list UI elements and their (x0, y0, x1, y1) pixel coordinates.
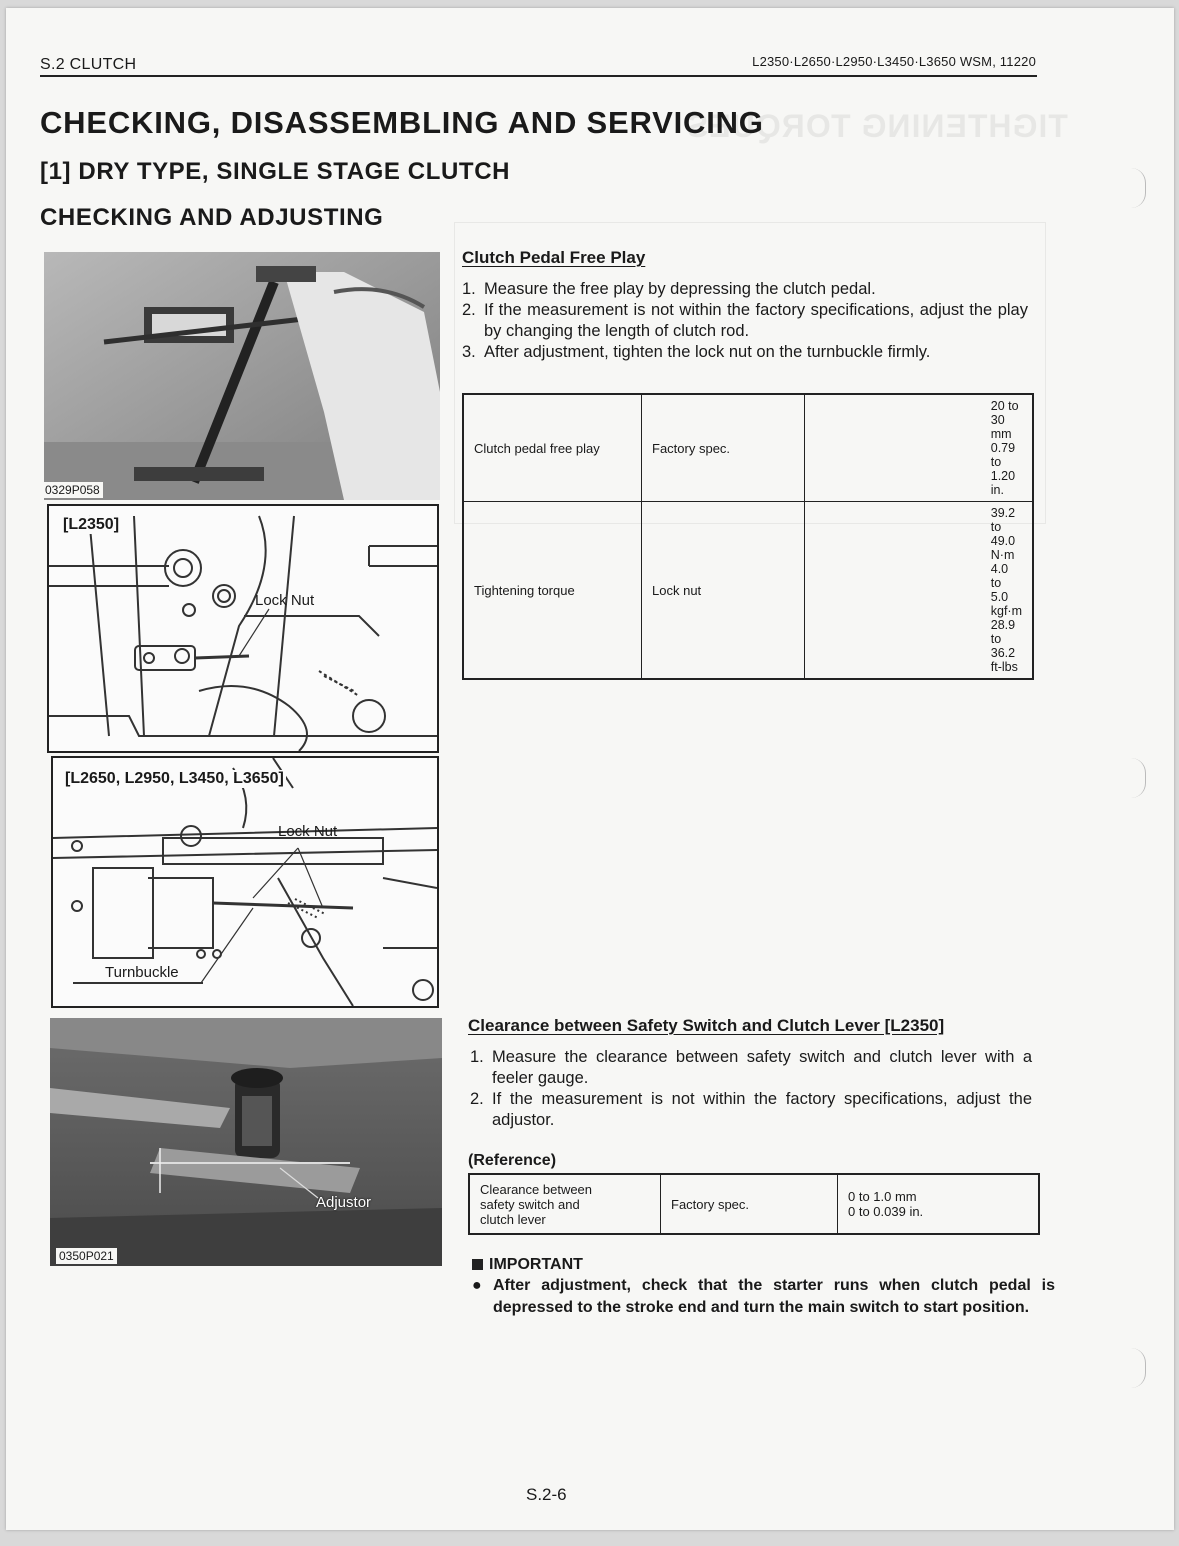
diagram2-callout-turnbuckle: Turnbuckle (105, 964, 179, 981)
spec-value: 20 to 30 mm 0.79 to 1.20 in. (804, 394, 1033, 502)
free-play-step: 3. After adjustment, tighten the lock nut on the turnbuckle firmly. (462, 343, 931, 361)
header-section: S.2 CLUTCH (40, 56, 137, 73)
diagram2-callout-lock-nut: Lock Nut (278, 823, 338, 840)
page-edge-mark (1131, 168, 1146, 208)
free-play-title: Clutch Pedal Free Play (462, 248, 646, 267)
reference-label: (Reference) (468, 1152, 557, 1169)
spec-kind: Factory spec. (642, 394, 805, 502)
photo-safety-switch-drawing (50, 1018, 442, 1266)
page-edge-mark (1131, 1348, 1146, 1388)
photo-safety-switch (50, 1018, 442, 1266)
manual-page (6, 8, 1174, 1530)
clearance-steps (470, 1047, 1032, 1131)
photo2-callout-adjustor: Adjustor (316, 1194, 372, 1211)
page-number: S.2-6 (526, 1485, 567, 1504)
spec-value: 0 to 1.0 mm 0 to 0.039 in. (838, 1174, 1040, 1234)
important-heading: IMPORTANT (472, 1256, 583, 1274)
bleed-through-text: TIGHTENING TORQUES (686, 108, 1068, 144)
spec-value: 39.2 to 49.0 N·m 4.0 to 5.0 kgf·m 28.9 to 36.2 ft-lbs (804, 502, 1033, 680)
diagram-l2650-l3650 (51, 756, 439, 1008)
spec-item: Tightening torque (463, 502, 642, 680)
photo-clutch-pedal-drawing (44, 252, 440, 500)
spec-row (469, 1174, 1039, 1234)
spec-row (463, 394, 1033, 502)
free-play-spec-table (462, 393, 1034, 680)
photo2-code: 0350P021 (56, 1248, 117, 1264)
clearance-spec-table (468, 1173, 1040, 1235)
main-title: CHECKING, DISASSEMBLING AND SERVICING (40, 105, 764, 140)
spec-item: Clutch pedal free play (463, 394, 642, 502)
diagram-l2350 (47, 504, 439, 753)
section-title: CHECKING AND ADJUSTING (40, 204, 384, 231)
clearance-title: Clearance between Safety Switch and Clutch Lever [L2350] (468, 1016, 945, 1035)
spec-kind: Factory spec. (661, 1174, 838, 1234)
photo-clutch-pedal (44, 252, 440, 500)
clearance-step: 1. Measure the clearance between safety switch and clutch lever with a feeler gauge. (470, 1048, 1032, 1087)
photo1-code: 0329P058 (42, 482, 103, 498)
spec-row (463, 502, 1033, 680)
bullet-dot-icon: ● (472, 1277, 482, 1294)
spec-item: Clearance between safety switch and clutch lever (469, 1174, 661, 1234)
header-rule (40, 75, 1037, 77)
free-play-step: 2. If the measurement is not within the factory specifications, adjust the play by changing the length of clutch rod. (462, 301, 1028, 340)
sub-title: [1] DRY TYPE, SINGLE STAGE CLUTCH (40, 158, 511, 185)
free-play-steps (462, 279, 1028, 363)
clearance-step: 2. If the measurement is not within the factory specifications, adjust the adjustor. (470, 1090, 1032, 1129)
diagram-l2350-drawing (49, 506, 437, 751)
important-bullet: ● After adjustment, check that the starter runs when clutch pedal is depressed to the stroke end and turn the main switch to start position. (472, 1277, 1055, 1316)
spec-kind: Lock nut (642, 502, 805, 680)
free-play-step: 1. Measure the free play by depressing the clutch pedal. (462, 280, 876, 298)
header-models: L2350·L2650·L2950·L3450·L3650 WSM, 11220 (752, 54, 1036, 69)
page-edge-mark (1131, 758, 1146, 798)
diagram1-callout-lock-nut: Lock Nut (255, 592, 315, 609)
important-square-icon (472, 1259, 483, 1270)
diagram1-title: [L2350] (63, 516, 120, 533)
diagram2-title: [L2650, L2950, L3450, L3650] (65, 770, 284, 787)
